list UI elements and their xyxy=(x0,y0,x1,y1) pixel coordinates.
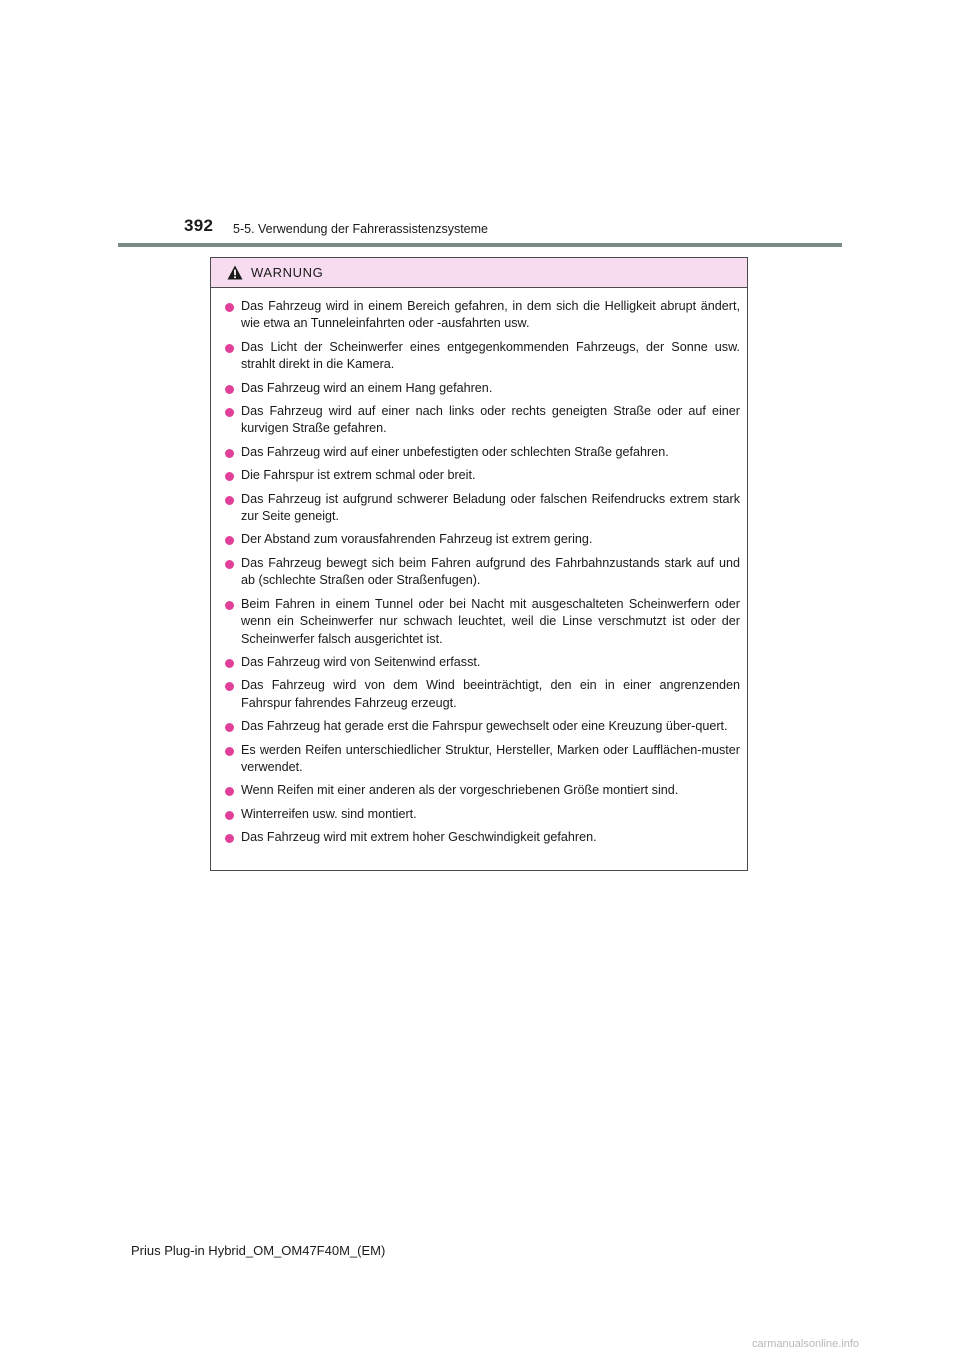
warning-triangle-icon xyxy=(227,265,243,280)
warning-list-item xyxy=(224,829,740,846)
bullet-icon xyxy=(225,303,234,312)
warning-item-text: Das Fahrzeug wird auf einer nach links oder rechts geneigten Straße oder auf einer kurvigen Straße gefahren. xyxy=(241,404,740,436)
bullet-icon xyxy=(225,659,234,668)
warning-list-item xyxy=(224,555,740,590)
warning-item-text: Das Fahrzeug wird von Seitenwind erfasst. xyxy=(241,654,481,669)
warning-list-item xyxy=(224,654,740,671)
warning-list-item xyxy=(224,531,740,548)
bullet-icon xyxy=(225,344,234,353)
warning-item-text: Das Fahrzeug wird mit extrem hoher Geschwindigkeit gefahren. xyxy=(241,830,597,845)
bullet-icon xyxy=(225,723,234,732)
warning-list-item xyxy=(224,806,740,823)
footer-document-id: Prius Plug-in Hybrid_OM_OM47F40M_(EM) xyxy=(131,1243,386,1258)
warning-list-item xyxy=(224,677,740,712)
warning-list-item xyxy=(224,298,740,333)
warning-list xyxy=(211,288,747,847)
warning-item-text: Der Abstand zum vorausfahrenden Fahrzeug ist extrem gering. xyxy=(241,532,593,547)
page-number: 392 xyxy=(184,216,214,235)
bullet-icon xyxy=(225,601,234,610)
bullet-icon xyxy=(225,747,234,756)
warning-list-item xyxy=(224,718,740,735)
warning-item-text: Das Fahrzeug bewegt sich beim Fahren aufgrund des Fahrbahnzustands stark auf und ab (schlechte Straßen oder Straßenfugen). xyxy=(241,555,740,588)
warning-item-text: Beim Fahren in einem Tunnel oder bei Nacht mit ausgeschalteten Scheinwerfern oder wenn ein Scheinwerfer nur schwach leuchtet, weil die Linse verschmutzt ist oder der Scheinwerfer falsch ausgerichtet ist. xyxy=(241,596,740,646)
warning-title: WARNUNG xyxy=(251,265,324,280)
warning-list-item xyxy=(224,491,740,526)
header-rule xyxy=(118,243,842,247)
warning-list-item xyxy=(224,596,740,648)
warning-list-item xyxy=(224,444,740,461)
bullet-icon xyxy=(225,560,234,569)
warning-list-item xyxy=(224,742,740,777)
bullet-icon xyxy=(225,682,234,691)
bullet-icon xyxy=(225,811,234,820)
warning-box xyxy=(210,257,748,871)
warning-list-item xyxy=(224,339,740,374)
bullet-icon xyxy=(225,536,234,545)
warning-item-text: Die Fahrspur ist extrem schmal oder breit. xyxy=(241,468,476,483)
warning-list-item xyxy=(224,403,740,438)
warning-item-text: Das Fahrzeug wird an einem Hang gefahren. xyxy=(241,380,493,395)
warning-item-text: Das Fahrzeug hat gerade erst die Fahrspur gewechselt oder eine Kreuzung über-quert. xyxy=(241,719,728,734)
warning-list-item xyxy=(224,380,740,397)
warning-item-text: Das Fahrzeug wird von dem Wind beeinträchtigt, den ein in einer angrenzenden Fahrspur fahrendes Fahrzeug erzeugt. xyxy=(241,678,740,710)
warning-list-item xyxy=(224,782,740,799)
warning-item-text: Winterreifen usw. sind montiert. xyxy=(241,806,417,821)
bullet-icon xyxy=(225,834,234,843)
bullet-icon xyxy=(225,472,234,481)
warning-item-text: Wenn Reifen mit einer anderen als der vorgeschriebenen Größe montiert sind. xyxy=(241,783,679,798)
watermark: carmanualsonline.info xyxy=(752,1338,860,1350)
warning-list-item xyxy=(224,467,740,484)
bullet-icon xyxy=(225,449,234,458)
bullet-icon xyxy=(225,787,234,796)
bullet-icon xyxy=(225,385,234,394)
warning-item-text: Das Fahrzeug ist aufgrund schwerer Beladung oder falschen Reifendrucks extrem stark zur Seite geneigt. xyxy=(241,491,740,524)
warning-item-text: Das Fahrzeug wird in einem Bereich gefahren, in dem sich die Helligkeit abrupt ändert, wie etwa an Tunneleinfahrten oder -ausfahrten usw. xyxy=(241,299,740,331)
warning-header xyxy=(211,258,747,288)
bullet-icon xyxy=(225,496,234,505)
warning-item-text: Das Licht der Scheinwerfer eines entgegenkommenden Fahrzeugs, der Sonne usw. strahlt direkt in die Kamera. xyxy=(241,339,740,372)
bullet-icon xyxy=(225,408,234,417)
warning-item-text: Das Fahrzeug wird auf einer unbefestigten oder schlechten Straße gefahren. xyxy=(241,444,669,459)
warning-item-text: Es werden Reifen unterschiedlicher Struktur, Hersteller, Marken oder Laufflächen-muster verwendet. xyxy=(241,742,740,774)
section-title: 5-5. Verwendung der Fahrerassistenzsysteme xyxy=(233,222,488,236)
